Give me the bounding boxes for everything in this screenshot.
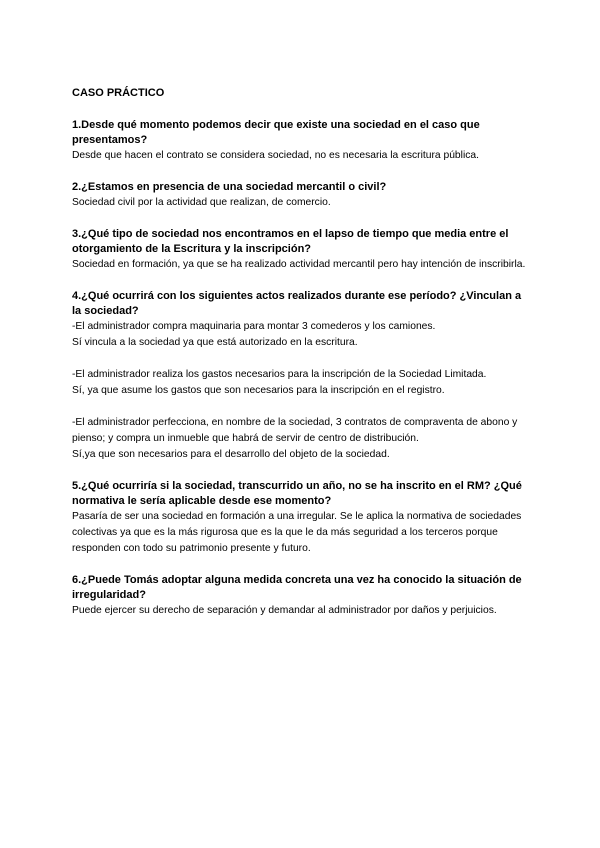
answer-6: Puede ejercer su derecho de separación y demandar al administrador por daños y perjuicios. — [72, 605, 497, 616]
qa-item-5 — [72, 479, 532, 557]
answer-1: Desde que hacen el contrato se considera sociedad, no es necesaria la escritura pública. — [72, 150, 479, 161]
qa-item-4 — [72, 289, 532, 463]
answer-4-reply-1: Sí vincula a la sociedad ya que está autorizado en la escritura. — [72, 337, 358, 348]
question-6: 6.¿Puede Tomás adoptar alguna medida concreta una vez ha conocido la situación de irregularidad? — [72, 574, 522, 601]
question-3: 3.¿Qué tipo de sociedad nos encontramos en el lapso de tiempo que media entre el otorgamiento de la Escritura y la inscripción? — [72, 228, 509, 255]
question-4: 4.¿Qué ocurrirá con los siguientes actos realizados durante ese período? ¿Vinculan a la sociedad? — [72, 290, 522, 317]
document-title: CASO PRÁCTICO — [72, 87, 165, 99]
answer-3: Sociedad en formación, ya que se ha realizado actividad mercantil pero hay intención de inscribirla. — [72, 259, 526, 270]
answer-4-act-2: -El administrador realiza los gastos necesarios para la inscripción de la Sociedad Limitada. — [72, 369, 487, 380]
qa-item-3 — [72, 227, 532, 273]
question-5: 5.¿Qué ocurriría si la sociedad, transcurrido un año, no se ha inscrito en el RM? ¿Qué normativa le sería aplicable desde ese momento? — [72, 480, 522, 507]
answer-4-reply-2: Sí, ya que asume los gastos que son necesarios para la inscripción en el registro. — [72, 385, 445, 396]
qa-item-1 — [72, 118, 532, 164]
qa-item-2 — [72, 180, 532, 211]
answer-4-act-3: -El administrador perfecciona, en nombre de la sociedad, 3 contratos de compraventa de abono y pienso; y compra un inmueble que habrá de servir de centro de distribución. — [72, 417, 518, 444]
answer-4-act-1: -El administrador compra maquinaria para montar 3 comederos y los camiones. — [72, 321, 436, 332]
answer-4-reply-3: Sí,ya que son necesarios para el desarrollo del objeto de la sociedad. — [72, 449, 390, 460]
answer-2: Sociedad civil por la actividad que realizan, de comercio. — [72, 197, 331, 208]
question-1: 1.Desde qué momento podemos decir que existe una sociedad en el caso que presentamos? — [72, 119, 480, 146]
qa-item-6 — [72, 573, 532, 619]
answer-5: Pasaría de ser una sociedad en formación a una irregular. Se le aplica la normativa de sociedades colectivas ya que es la más rigurosa que es la que le da más seguridad a los terceros porque responden con todo su patrimonio presente y futuro. — [72, 511, 522, 554]
question-2: 2.¿Estamos en presencia de una sociedad mercantil o civil? — [72, 181, 387, 193]
document-body — [72, 86, 532, 635]
